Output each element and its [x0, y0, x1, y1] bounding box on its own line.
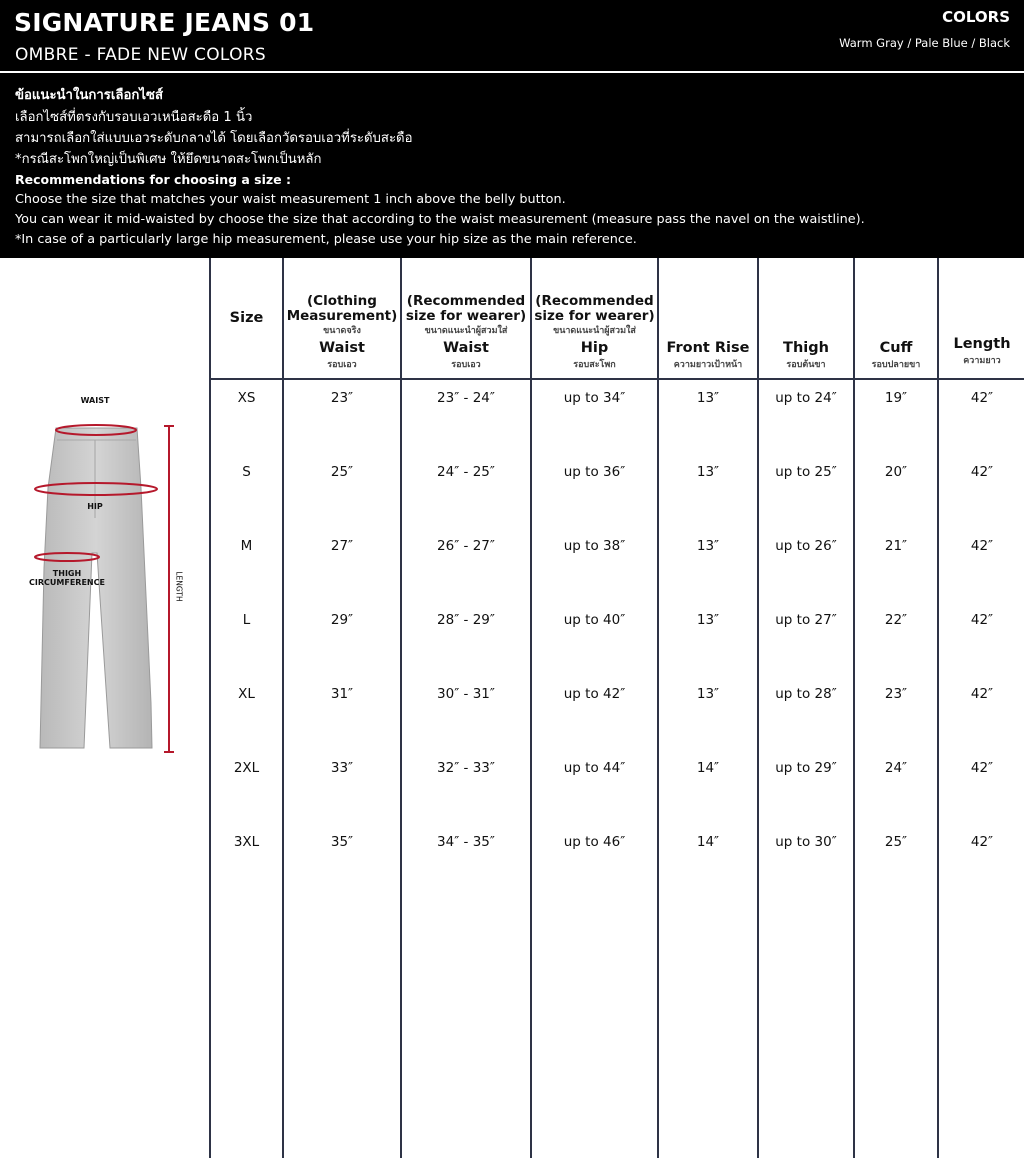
- cell-length: 42″: [938, 676, 1024, 750]
- cell-recommended-hip: up to 36″: [531, 454, 658, 528]
- cell-clothing-waist: 25″: [283, 454, 401, 528]
- col-header-cuff: Cuff รอบปลายขา: [854, 258, 938, 379]
- thai-recommendation-line: สามารถเลือกใส่แบบเอวระดับกลางได้ โดยเลือกวัดรอบเอวที่ระดับสะดือ: [15, 131, 413, 146]
- cell-front-rise: 14″: [658, 824, 758, 898]
- length-label: LENGTH: [174, 571, 184, 602]
- cell-recommended-hip: up to 38″: [531, 528, 658, 602]
- jeans-shape: [40, 428, 152, 748]
- size-chart-table: [209, 258, 1024, 1158]
- table-row: [210, 602, 1024, 676]
- table-row: [210, 676, 1024, 750]
- cell-recommended-waist: 30″ - 31″: [401, 676, 531, 750]
- thai-recommendation-title: ข้อแนะนำในการเลือกไซส์: [15, 88, 164, 103]
- table-row: [210, 379, 1024, 454]
- cell-length: 42″: [938, 602, 1024, 676]
- cell-front-rise: 13″: [658, 528, 758, 602]
- en-recommendation-line: *In case of a particularly large hip measurement, please use your hip size as the main reference.: [15, 232, 637, 247]
- cell-front-rise: 14″: [658, 750, 758, 824]
- col-header-length: Length ความยาว: [938, 258, 1024, 379]
- cell-recommended-hip: up to 34″: [531, 379, 658, 454]
- col-header-thigh: Thigh รอบต้นขา: [758, 258, 854, 379]
- cell-cuff: 21″: [854, 528, 938, 602]
- cell-cuff: 22″: [854, 602, 938, 676]
- colors-heading: COLORS: [942, 8, 1010, 26]
- cell-length: 42″: [938, 528, 1024, 602]
- cell-recommended-waist: 28″ - 29″: [401, 602, 531, 676]
- en-recommendation-line: You can wear it mid-waisted by choose the size that according to the waist measurement (measure pass the navel on the waistline).: [15, 212, 865, 227]
- cell-size: XL: [210, 676, 283, 750]
- header-divider: [0, 71, 1024, 73]
- cell-size: M: [210, 528, 283, 602]
- table-row: [210, 750, 1024, 824]
- thai-recommendation-line: *กรณีสะโพกใหญ่เป็นพิเศษ ให้ยึดขนาดสะโพกเป็นหลัก: [15, 152, 322, 167]
- cell-cuff: 19″: [854, 379, 938, 454]
- col-header-size: Size: [210, 258, 283, 379]
- cell-cuff: 24″: [854, 750, 938, 824]
- cell-thigh: up to 24″: [758, 379, 854, 454]
- cell-thigh: up to 26″: [758, 528, 854, 602]
- cell-size: XS: [210, 379, 283, 454]
- table-header-row: [210, 258, 1024, 379]
- cell-recommended-hip: up to 42″: [531, 676, 658, 750]
- cell-recommended-waist: 32″ - 33″: [401, 750, 531, 824]
- cell-thigh: up to 30″: [758, 824, 854, 898]
- cell-thigh: up to 28″: [758, 676, 854, 750]
- cell-thigh: up to 25″: [758, 454, 854, 528]
- cell-recommended-waist: 26″ - 27″: [401, 528, 531, 602]
- cell-clothing-waist: 33″: [283, 750, 401, 824]
- cell-front-rise: 13″: [658, 454, 758, 528]
- header-banner: [0, 0, 1024, 258]
- cell-front-rise: 13″: [658, 676, 758, 750]
- cell-clothing-waist: 29″: [283, 602, 401, 676]
- cell-recommended-hip: up to 44″: [531, 750, 658, 824]
- cell-clothing-waist: 31″: [283, 676, 401, 750]
- table-row: [210, 824, 1024, 898]
- thigh-label: THIGH: [52, 569, 82, 578]
- cell-recommended-hip: up to 40″: [531, 602, 658, 676]
- cell-cuff: 25″: [854, 824, 938, 898]
- colors-list: Warm Gray / Pale Blue / Black: [839, 36, 1010, 50]
- cell-thigh: up to 27″: [758, 602, 854, 676]
- cell-clothing-waist: 23″: [283, 379, 401, 454]
- cell-recommended-waist: 34″ - 35″: [401, 824, 531, 898]
- cell-clothing-waist: 27″: [283, 528, 401, 602]
- cell-size: 3XL: [210, 824, 283, 898]
- jeans-illustration: [0, 258, 208, 1024]
- cell-length: 42″: [938, 750, 1024, 824]
- en-recommendation-title: Recommendations for choosing a size :: [15, 172, 292, 187]
- table-row: [210, 528, 1024, 602]
- col-header-recommended-waist: (Recommended size for wearer) ขนาดแนะนำผู้สวมใส่ Waist รอบเอว: [401, 258, 531, 379]
- col-header-recommended-hip: (Recommended size for wearer) ขนาดแนะนำผู้สวมใส่ Hip รอบสะโพก: [531, 258, 658, 379]
- product-title: SIGNATURE JEANS 01: [14, 8, 315, 37]
- cell-recommended-waist: 24″ - 25″: [401, 454, 531, 528]
- table-row: [210, 454, 1024, 528]
- cell-front-rise: 13″: [658, 602, 758, 676]
- cell-size: 2XL: [210, 750, 283, 824]
- hip-label: HIP: [87, 502, 103, 511]
- cell-front-rise: 13″: [658, 379, 758, 454]
- cell-recommended-waist: 23″ - 24″: [401, 379, 531, 454]
- pants-measurement-diagram: [0, 258, 208, 1024]
- cell-length: 42″: [938, 379, 1024, 454]
- cell-length: 42″: [938, 824, 1024, 898]
- thai-recommendation-line: เลือกไซส์ที่ตรงกับรอบเอวเหนือสะดือ 1 นิ้ว: [15, 110, 253, 125]
- cell-size: S: [210, 454, 283, 528]
- cell-length: 42″: [938, 454, 1024, 528]
- cell-thigh: up to 29″: [758, 750, 854, 824]
- cell-clothing-waist: 35″: [283, 824, 401, 898]
- cell-size: L: [210, 602, 283, 676]
- cell-recommended-hip: up to 46″: [531, 824, 658, 898]
- cell-cuff: 23″: [854, 676, 938, 750]
- product-subtitle: OMBRE - FADE NEW COLORS: [15, 45, 266, 65]
- col-header-front-rise: Front Rise ความยาวเป้าหน้า: [658, 258, 758, 379]
- table-filler-row: [210, 898, 1024, 1158]
- cell-cuff: 20″: [854, 454, 938, 528]
- col-header-clothing-waist: (Clothing Measurement) ขนาดจริง Waist รอบเอว: [283, 258, 401, 379]
- en-recommendation-line: Choose the size that matches your waist measurement 1 inch above the belly button.: [15, 192, 566, 207]
- thigh-label-2: CIRCUMFERENCE: [29, 578, 105, 587]
- waist-label: WAIST: [80, 396, 110, 405]
